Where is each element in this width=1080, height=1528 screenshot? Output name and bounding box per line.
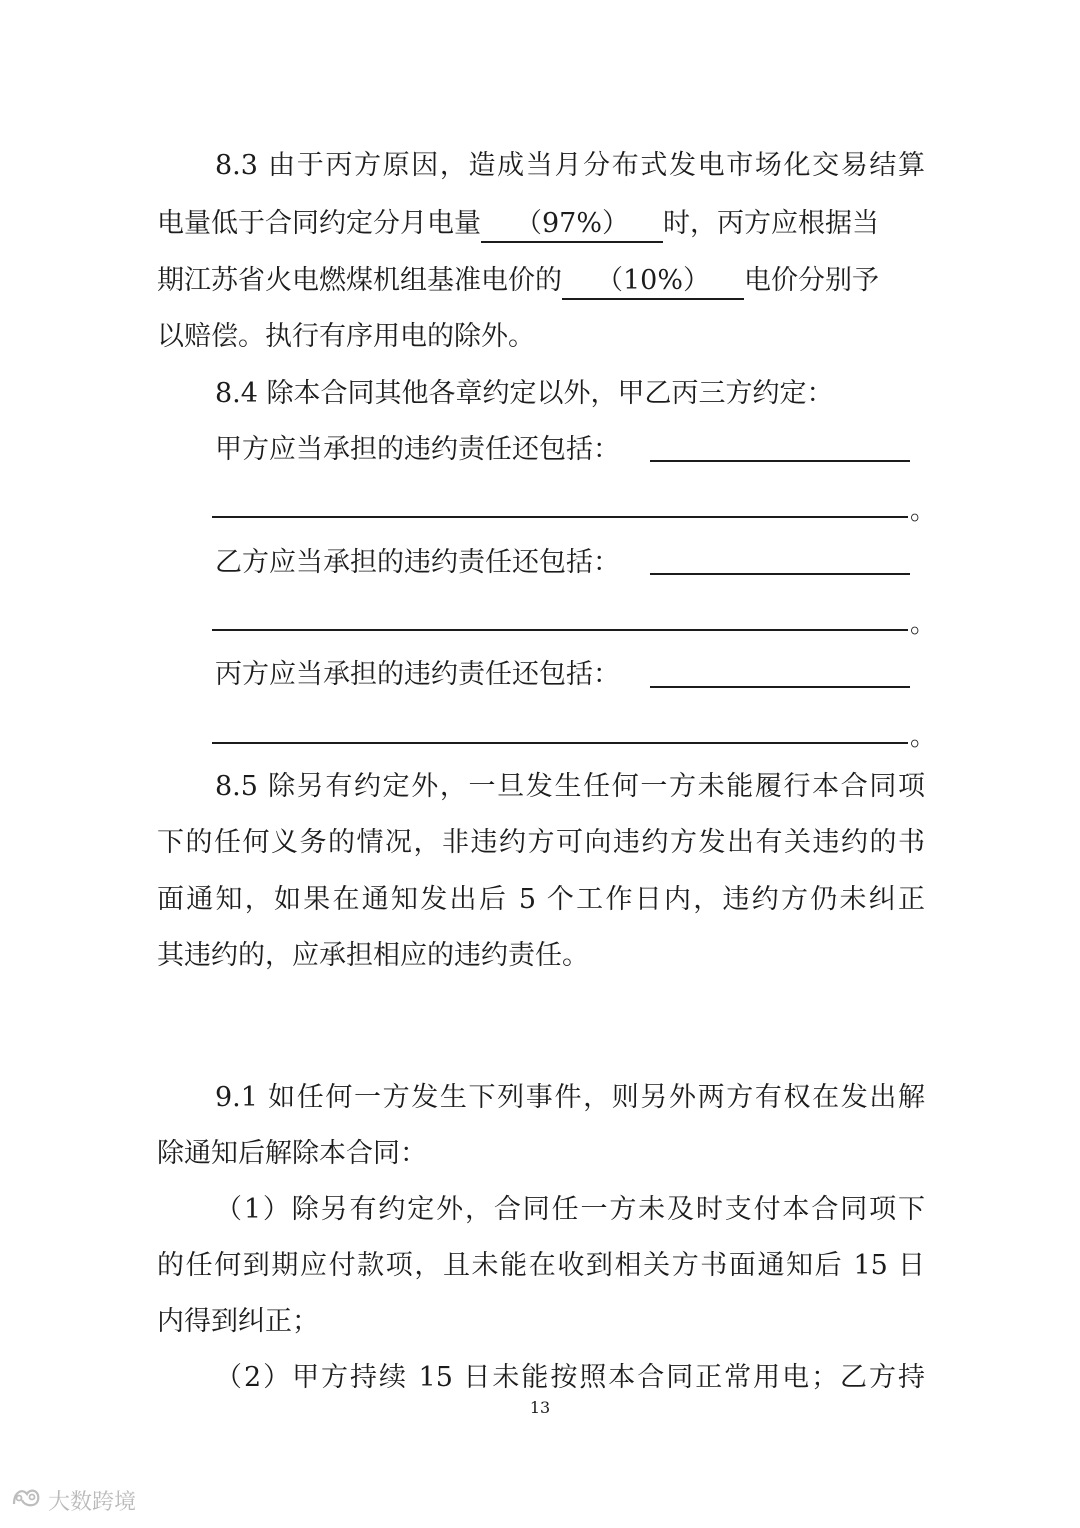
p8-5-line3: 面通知，如果在通知发出后 5 个工作日内，违约方仍未纠正 [157,884,925,915]
p8-3-line3-text-b: 电价分别予 [744,265,879,296]
p8-3-blank-price: （10%） [562,264,744,300]
item-1-line2: 的任何到期应付款项，且未能在收到相关方书面通知后 15 日 [157,1250,925,1281]
party-a-label: 甲方应当承担的违约责任还包括： [215,434,620,465]
watermark [10,1484,136,1516]
party-c-label: 丙方应当承担的违约责任还包括： [215,659,620,690]
p8-3-line2 [157,204,879,244]
party-b-period: 。 [910,609,937,639]
p8-3-line4: 以赔偿。执行有序用电的除外。 [157,321,535,352]
p9-1-line1: 9.1 如任何一方发生下列事件，则另外两方有权在发出解 [215,1082,925,1113]
p8-3-line1: 8.3 由于丙方原因，造成当月分布式发电市场化交易结算 [215,150,925,181]
page-number: 13 [529,1398,551,1417]
p8-5-line2: 下的任何义务的情况，非违约方可向违约方发出有关违约的书 [157,827,925,858]
party-c-blank-2 [212,742,908,744]
item-1-line3: 内得到纠正； [157,1306,319,1337]
party-a-period: 。 [910,496,937,526]
p8-5-line4: 其违约的，应承担相应的违约责任。 [157,940,589,971]
p8-3-line2-text-b: 时，丙方应根据当 [663,208,879,239]
p8-4-intro: 8.4 除本合同其他各章约定以外，甲乙丙三方约定： [215,378,834,409]
party-a-blank-2 [212,516,908,518]
party-c-period: 。 [910,722,937,752]
watermark-logo-icon [10,1484,44,1516]
item-2-line1: （2）甲方持续 15 日未能按照本合同正常用电；乙方持 [215,1362,925,1393]
p8-3-line2-text-a: 电量低于合同约定分月电量 [157,208,481,239]
p8-5-line1: 8.5 除另有约定外，一旦发生任何一方未能履行本合同项 [215,771,925,802]
party-b-blank-2 [212,629,908,631]
item-1-line1: （1）除另有约定外，合同任一方未及时支付本合同项下 [215,1194,925,1225]
p9-1-line2: 除通知后解除本合同： [157,1138,427,1169]
watermark-text: 大数跨境 [48,1489,137,1515]
party-a-blank-1 [650,460,910,462]
party-b-blank-1 [650,573,910,575]
party-c-blank-1 [650,686,910,688]
p8-3-line3-text-a: 期江苏省火电燃煤机组基准电价的 [157,265,562,296]
party-b-label: 乙方应当承担的违约责任还包括： [215,547,620,578]
p8-3-line3 [157,261,879,301]
p8-3-blank-percent: （97%） [481,207,663,243]
